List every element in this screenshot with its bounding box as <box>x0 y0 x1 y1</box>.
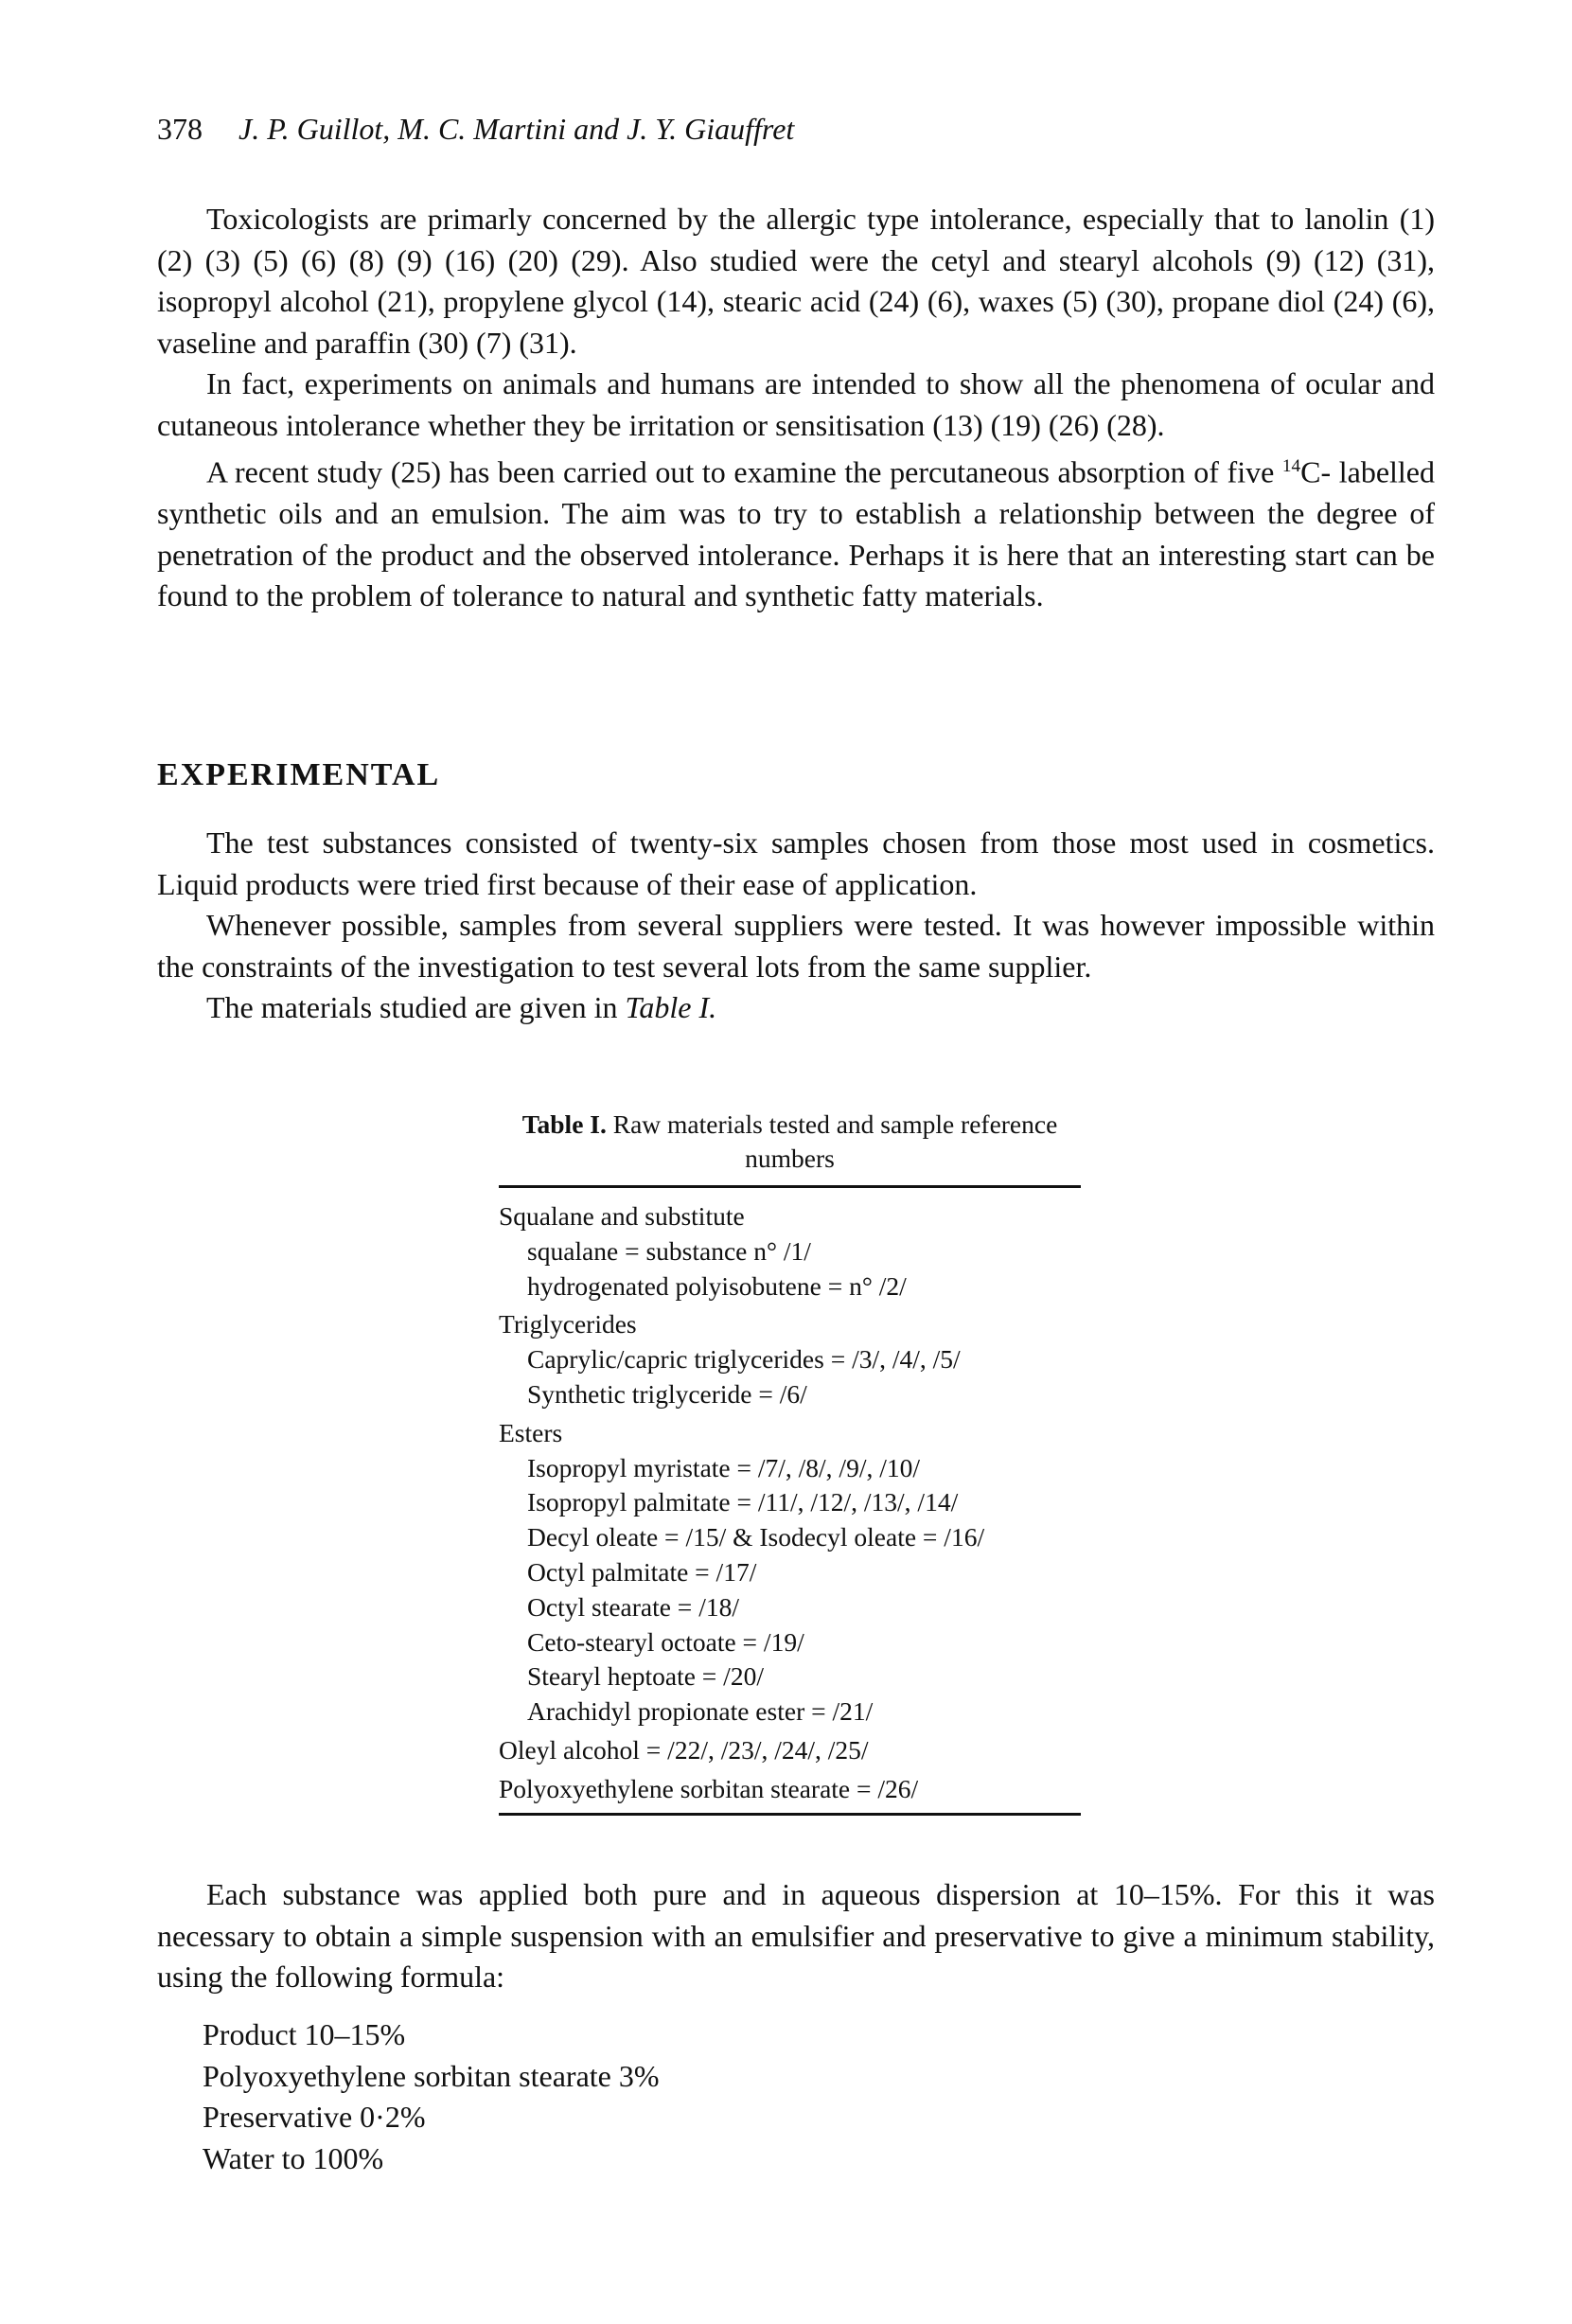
formula-line: Polyoxyethylene sorbitan stearate 3% <box>203 2058 660 2093</box>
formula-list <box>203 2014 660 2179</box>
table-group <box>499 1199 1081 1304</box>
paragraph: Whenever possible, samples from several suppliers were tested. It was however impossible within the constraints of the investigation to test several lots from the same supplier. <box>157 908 1435 984</box>
table-row: Ceto-stearyl octoate = /19/ <box>527 1626 804 1657</box>
experimental-section <box>157 823 1435 1029</box>
table-group <box>499 1772 1081 1807</box>
table-group-title: Polyoxyethylene sorbitan stearate = /26/ <box>499 1773 919 1803</box>
table-row: Octyl palmitate = /17/ <box>527 1556 757 1587</box>
running-header <box>157 112 794 147</box>
table-group-title: Squalane and substitute <box>499 1201 745 1231</box>
formula-line: Preservative 0·2% <box>203 2100 426 2134</box>
table-row: Octyl stearate = /18/ <box>527 1591 739 1622</box>
table-row: squalane = substance n° /1/ <box>527 1235 811 1266</box>
paragraph-recent-study <box>157 446 1435 617</box>
paragraph: Toxicologists are primarly concerned by the allergic type intolerance, especially that to lanolin (1) (2) (3) (5) (6) (8) (9) (16) (20) (29). Also studied were the cetyl and stearyl alcohols (9) (12) (31), isopropyl alcohol (21), propylene glycol (14), stearic acid (24) (6), waxes (5) (30), propane diol (24) (6), vaseline and paraffin (30) (7) (31). <box>157 202 1435 360</box>
formula-line: Water to 100% <box>203 2140 384 2175</box>
table-label: Table I. <box>521 1109 607 1139</box>
table-row: Caprylic/capric triglycerides = /3/, /4/, /5/ <box>527 1344 961 1375</box>
text: The materials studied are given in <box>206 990 626 1024</box>
table-group <box>499 1307 1081 1411</box>
paragraph: The test substances consisted of twenty-six samples chosen from those most used in cosmetics. Liquid products were tried first because of their ease of application. <box>157 825 1435 901</box>
table-group-title: Triglycerides <box>499 1309 637 1339</box>
table-group-title: Oleyl alcohol = /22/, /23/, /24/, /25/ <box>499 1734 869 1765</box>
table-group-title: Esters <box>499 1417 563 1447</box>
section-heading: EXPERIMENTAL <box>157 757 441 792</box>
table-row: Arachidyl propionate ester = /21/ <box>527 1696 874 1727</box>
table-reference: Table I. <box>625 990 717 1024</box>
table-bottom-rule <box>499 1813 1081 1816</box>
table-row: Stearyl heptoate = /20/ <box>527 1661 764 1692</box>
table-row: hydrogenated polyisobutene = n° /2/ <box>527 1270 907 1301</box>
superscript: 14 <box>1281 456 1301 476</box>
text: C- labelled synthetic oils and an emulsion. The aim was to try to establish a relationship between the degree of penetration of the product and the observed intolerance. Perhaps it is here that an interesting start can be found to the problem of tolerance to natural and synthetic fatty materials. <box>157 454 1436 613</box>
table-caption <box>499 1108 1081 1176</box>
paragraph <box>157 987 1435 1029</box>
table-row: Decyl oleate = /15/ & Isodecyl oleate = /16/ <box>527 1522 985 1552</box>
paragraph: Each substance was applied both pure and in aqueous dispersion at 10–15%. For this it was necessary to obtain a simple suspension with an emulsifier and preservative to give a minimum stability, using the following formula: <box>157 1877 1435 1994</box>
authors: J. P. Guillot, M. C. Martini and J. Y. Giauffret <box>238 112 795 146</box>
table-group <box>499 1416 1081 1730</box>
table-row: Isopropyl palmitate = /11/, /12/, /13/, /14/ <box>527 1487 959 1517</box>
intro-section <box>157 199 1435 617</box>
caption-text: Raw materials tested and sample reference numbers <box>612 1109 1058 1173</box>
paragraph: In fact, experiments on animals and humans are intended to show all the phenomena of ocular and cutaneous intolerance whether they be irritation or sensitisation (13) (19) (26) (28). <box>157 366 1435 442</box>
table-row: Synthetic triglyceride = /6/ <box>527 1378 807 1409</box>
text: A recent study (25) has been carried out to examine the percutaneous absorption of five <box>206 454 1282 489</box>
formula-line: Product 10–15% <box>203 2017 406 2051</box>
application-section <box>157 1874 1435 1998</box>
page-number: 378 <box>157 112 203 146</box>
table-group <box>499 1733 1081 1768</box>
table-1 <box>499 1108 1081 1816</box>
table-row: Isopropyl myristate = /7/, /8/, /9/, /10/ <box>527 1452 920 1482</box>
table-body <box>499 1188 1081 1813</box>
